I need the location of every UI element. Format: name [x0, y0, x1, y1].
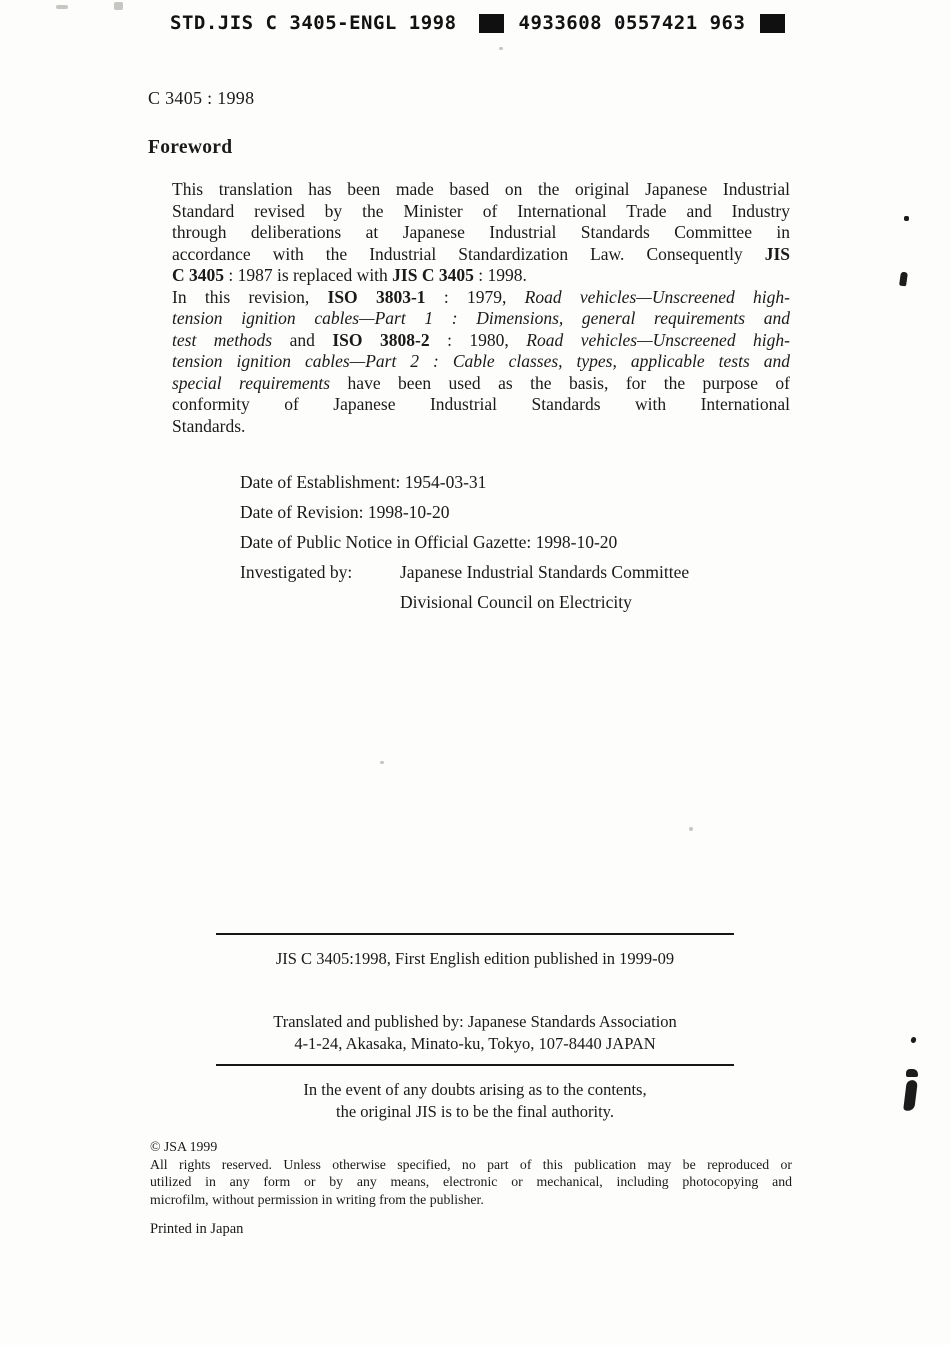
- foreword-line: accordance with the Industrial Standardization Law. Consequently JIS: [172, 243, 790, 264]
- scan-speck: [689, 827, 693, 831]
- ink-mark: [903, 1079, 918, 1111]
- disclaimer-line-2: the original JIS is to be the final authority.: [335, 1102, 614, 1121]
- scan-speck: [114, 2, 123, 10]
- foreword-line: through deliberations at Japanese Industrial Standards Committee in: [172, 222, 790, 243]
- investigated-by-row: [240, 560, 689, 590]
- copyright-block: [150, 1138, 792, 1208]
- barcode-block-icon: [479, 14, 504, 33]
- horizontal-rule: [216, 933, 734, 935]
- ink-mark: [906, 1069, 918, 1077]
- date-of-public-notice: Date of Public Notice in Official Gazette: 1998-10-20: [240, 532, 618, 552]
- date-of-establishment: Date of Establishment: 1954-03-31: [240, 472, 487, 492]
- standard-code-left: STD.JIS C 3405-ENGL 1998: [170, 12, 457, 34]
- copyright-line: utilized in any form or by any means, electronic or mechanical, including photocopying and: [150, 1174, 792, 1190]
- publication-block: [216, 933, 734, 1123]
- standard-number: C 3405 : 1998: [148, 88, 255, 108]
- investigated-by-value-2: Divisional Council on Electricity: [400, 592, 632, 612]
- standard-code-numbers: 4933608 0557421 963: [518, 12, 746, 34]
- ink-mark: [899, 272, 908, 287]
- printed-in-japan: Printed in Japan: [150, 1221, 244, 1237]
- foreword-line: special requirements have been used as the basis, for the purpose of: [172, 372, 790, 393]
- ink-mark: [904, 216, 909, 221]
- foreword-line: This translation has been made based on the original Japanese Industrial: [172, 179, 790, 199]
- foreword-line: tension ignition cables—Part 1 : Dimensions, general requirements and: [172, 308, 790, 329]
- foreword-line: Standard revised by the Minister of International Trade and Industry: [172, 200, 790, 221]
- investigated-by-row-2: [240, 590, 689, 620]
- scan-speck: [56, 5, 68, 9]
- edition-note: JIS C 3405:1998, First English edition published in 1999-09: [275, 949, 675, 968]
- document-code-header: [170, 12, 785, 34]
- scan-speck: [380, 761, 384, 764]
- foreword-line: C 3405 : 1987 is replaced with JIS C 3405 : 1998.: [172, 265, 527, 286]
- horizontal-rule: [216, 1064, 734, 1066]
- foreword-line: tension ignition cables—Part 2 : Cable classes, types, applicable tests and: [172, 351, 790, 372]
- foreword-heading: Foreword: [148, 137, 233, 158]
- ink-mark: [910, 1036, 917, 1043]
- publisher-address: 4-1-24, Akasaka, Minato-ku, Tokyo, 107-8440 JAPAN: [294, 1034, 656, 1053]
- date-of-revision: Date of Revision: 1998-10-20: [240, 502, 450, 522]
- disclaimer-line-1: In the event of any doubts arising as to the contents,: [303, 1080, 647, 1099]
- copyright-notice: © JSA 1999: [150, 1139, 218, 1154]
- foreword-line: test methods and ISO 3808-2 : 1980, Road vehicles—Unscreened high-: [172, 329, 790, 350]
- copyright-line: All rights reserved. Unless otherwise specified, no part of this publication may be reproduced or: [150, 1157, 792, 1172]
- scan-speck: [499, 47, 503, 50]
- foreword-line: In this revision, ISO 3803-1 : 1979, Road vehicles—Unscreened high-: [172, 286, 790, 307]
- translated-by-line: Translated and published by: Japanese Standards Association: [273, 1012, 677, 1031]
- copyright-line: microfilm, without permission in writing from the publisher.: [150, 1191, 484, 1207]
- investigated-by-value: Japanese Industrial Standards Committee: [400, 562, 690, 582]
- investigated-by-label: Investigated by:: [240, 562, 353, 582]
- dates-block: [240, 470, 689, 620]
- foreword-paragraph: [172, 179, 790, 438]
- foreword-line: conformity of Japanese Industrial Standards with International: [172, 394, 790, 415]
- foreword-line: Standards.: [172, 416, 246, 437]
- barcode-block-icon: [760, 14, 785, 33]
